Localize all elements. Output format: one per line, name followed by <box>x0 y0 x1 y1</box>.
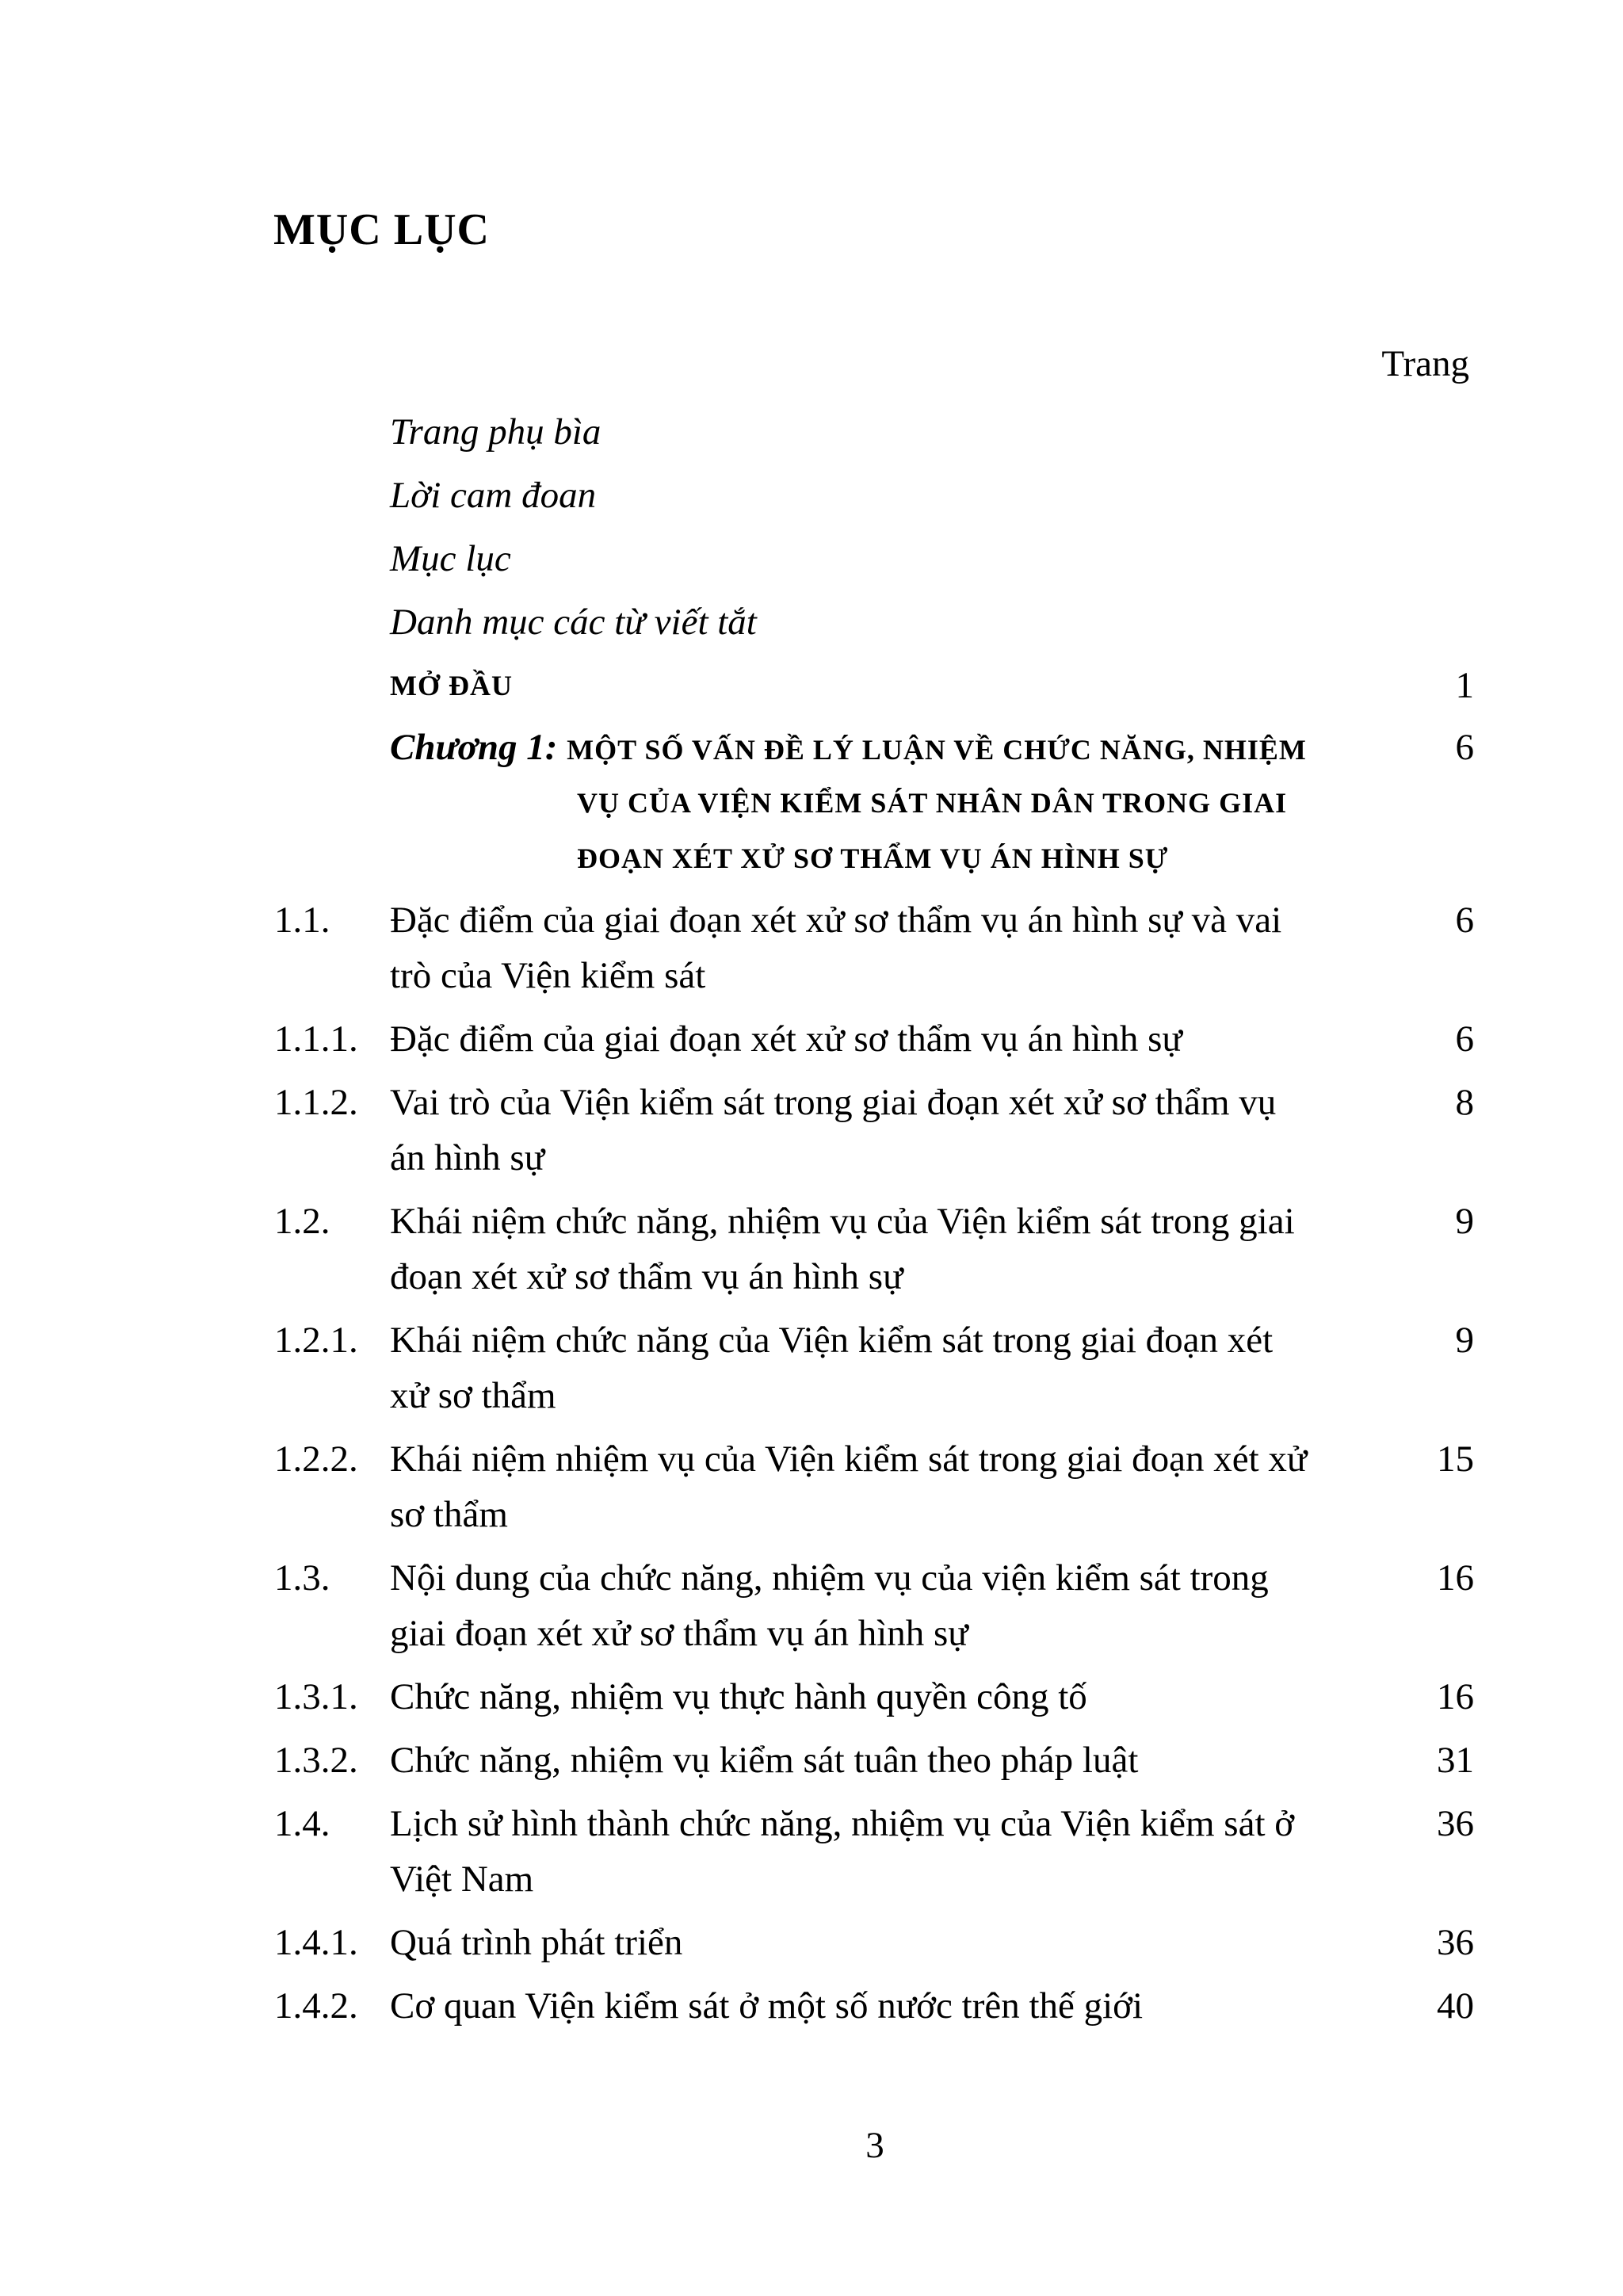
front-matter-contents: Mục lục <box>390 538 511 579</box>
entry-page: 36 <box>1437 1922 1474 1963</box>
chapter-1-page: 6 <box>1455 727 1474 768</box>
front-matter-abbreviations: Danh mục các từ viết tắt <box>390 602 757 643</box>
entry-number: 1.3.1. <box>274 1676 358 1717</box>
entry-number: 1.4. <box>274 1803 330 1844</box>
entry-page: 16 <box>1437 1676 1474 1717</box>
entry-page: 40 <box>1437 1985 1474 2027</box>
intro-page: 1 <box>1455 665 1474 706</box>
chapter-1-title-line-2: VỤ CỦA VIỆN KIỂM SÁT NHÂN DÂN TRONG GIAI <box>577 787 1288 819</box>
entry-text-continued: giai đoạn xét xử sơ thẩm vụ án hình sự <box>390 1613 968 1654</box>
page-column-header: Trang <box>1381 343 1469 384</box>
entry-text: Chức năng, nhiệm vụ kiểm sát tuân theo pháp luật <box>390 1740 1139 1781</box>
chapter-1-title-line-3: ĐOẠN XÉT XỬ SƠ THẨM VỤ ÁN HÌNH SỰ <box>577 842 1169 874</box>
front-matter-declaration: Lời cam đoan <box>390 475 597 516</box>
entry-page: 15 <box>1437 1438 1474 1480</box>
entry-text: Đặc điểm của giai đoạn xét xử sơ thẩm vụ án hình sự và vai <box>390 900 1282 941</box>
entry-text: Vai trò của Viện kiểm sát trong giai đoạn xét xử sơ thẩm vụ <box>390 1082 1277 1123</box>
entry-page: 9 <box>1455 1201 1474 1242</box>
entry-page: 6 <box>1455 900 1474 941</box>
entry-text: Khái niệm nhiệm vụ của Viện kiểm sát trong giai đoạn xét xử <box>390 1438 1308 1480</box>
entry-text: Lịch sử hình thành chức năng, nhiệm vụ của Viện kiểm sát ở <box>390 1803 1295 1844</box>
entry-text: Quá trình phát triển <box>390 1922 683 1963</box>
entry-text-continued: Việt Nam <box>390 1859 534 1900</box>
entry-number: 1.1.1. <box>274 1018 358 1060</box>
entry-text-continued: án hình sự <box>390 1137 545 1179</box>
entry-text: Cơ quan Viện kiểm sát ở một số nước trên thế giới <box>390 1985 1144 2027</box>
entry-page: 9 <box>1455 1320 1474 1361</box>
entry-text: Đặc điểm của giai đoạn xét xử sơ thẩm vụ án hình sự <box>390 1018 1182 1060</box>
entry-number: 1.4.1. <box>274 1922 358 1963</box>
entry-text-continued: đoạn xét xử sơ thẩm vụ án hình sự <box>390 1256 903 1297</box>
entry-number: 1.2. <box>274 1201 330 1242</box>
entry-number: 1.4.2. <box>274 1985 358 2027</box>
entry-page: 6 <box>1455 1018 1474 1060</box>
front-matter-cover: Trang phụ bìa <box>390 411 601 453</box>
entry-text-continued: trò của Viện kiểm sát <box>390 955 706 996</box>
page-number: 3 <box>865 2125 884 2166</box>
entry-page: 31 <box>1437 1740 1474 1781</box>
entry-number: 1.1. <box>274 900 330 941</box>
entry-number: 1.1.2. <box>274 1082 358 1123</box>
entry-text: Khái niệm chức năng, nhiệm vụ của Viện kiểm sát trong giai <box>390 1201 1295 1242</box>
entry-number: 1.2.1. <box>274 1320 358 1361</box>
chapter-1-label: Chương 1 <box>390 727 545 768</box>
entry-text-continued: sơ thẩm <box>390 1494 508 1535</box>
entry-page: 16 <box>1437 1557 1474 1599</box>
entry-page: 8 <box>1455 1082 1474 1123</box>
entry-page: 36 <box>1437 1803 1474 1844</box>
entry-number: 1.3.2. <box>274 1740 358 1781</box>
intro-label: MỞ ĐẦU <box>390 670 513 701</box>
entry-number: 1.3. <box>274 1557 330 1599</box>
entry-text: Khái niệm chức năng của Viện kiểm sát trong giai đoạn xét <box>390 1320 1274 1361</box>
entry-number: 1.2.2. <box>274 1438 358 1480</box>
entry-text: Chức năng, nhiệm vụ thực hành quyền công tố <box>390 1676 1087 1717</box>
chapter-1-heading-line-1: Chương 1: MỘT SỐ VẤN ĐỀ LÝ LUẬN VỀ CHỨC NĂNG, NHIỆM <box>390 727 1307 768</box>
entry-text-continued: xử sơ thẩm <box>390 1375 556 1416</box>
entry-text: Nội dung của chức năng, nhiệm vụ của viện kiểm sát trong <box>390 1557 1269 1599</box>
chapter-1-title-line-1: MỘT SỐ VẤN ĐỀ LÝ LUẬN VỀ CHỨC NĂNG, NHIỆM <box>567 734 1307 766</box>
page-title: MỤC LỤC <box>273 205 490 254</box>
